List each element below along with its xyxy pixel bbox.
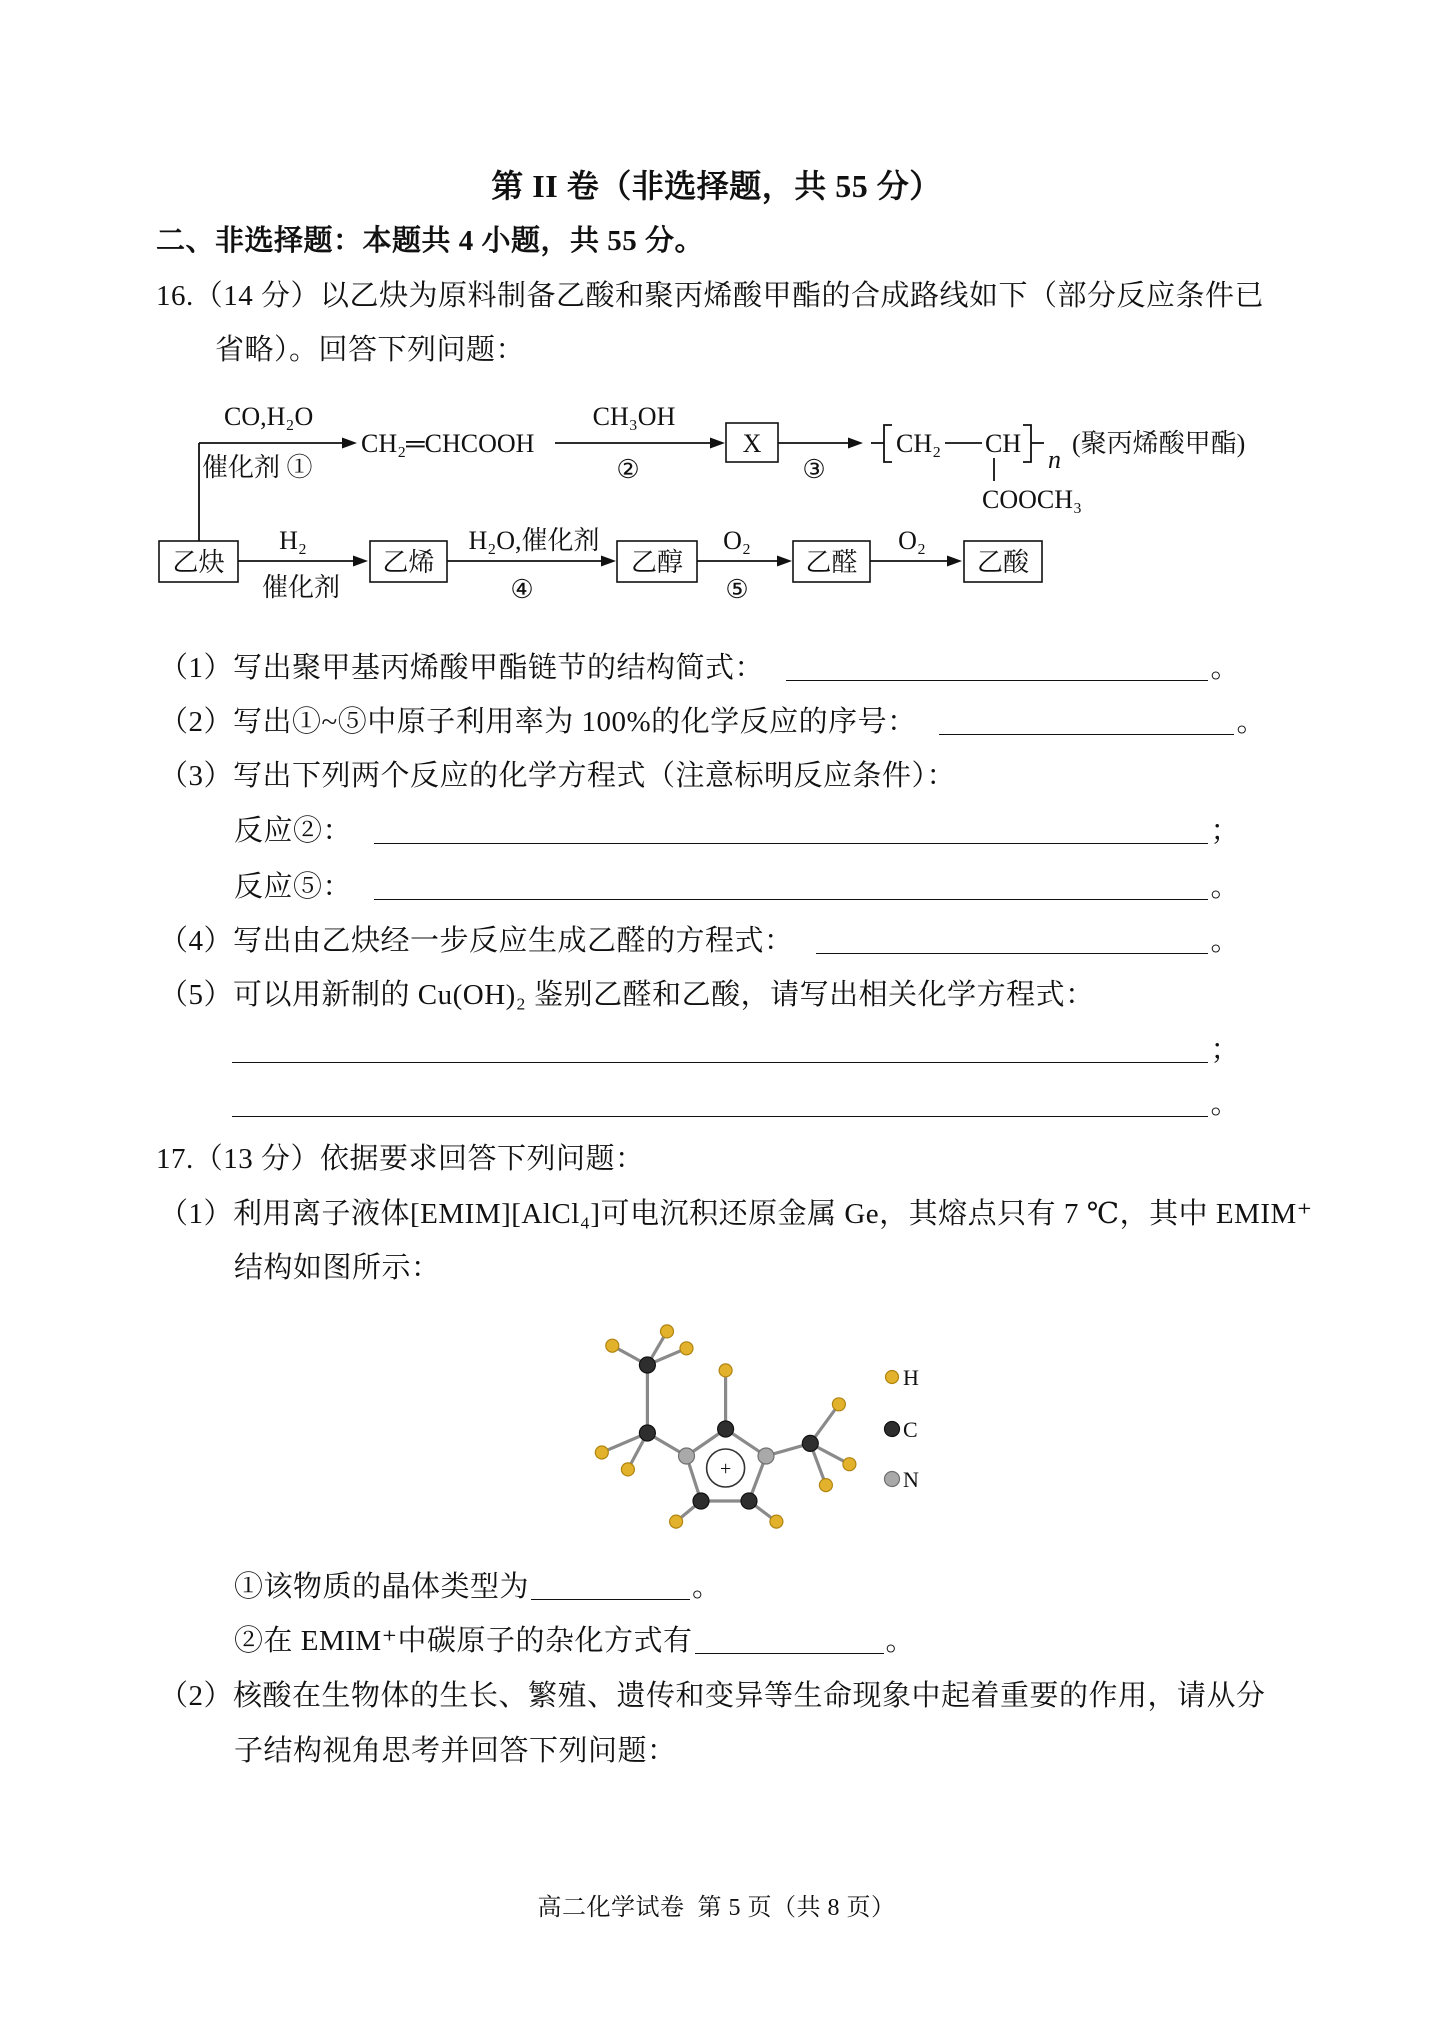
carbon-atom [639, 1357, 655, 1373]
end-punctuation: 。 [885, 1625, 916, 1657]
hydrogen-atom [661, 1325, 674, 1338]
step4-number: ④ [510, 575, 534, 604]
end-punctuation: 。 [692, 1571, 722, 1603]
end-punctuation: ； [1210, 815, 1240, 847]
q16-reaction5 [234, 869, 1240, 905]
q16-reaction2 [234, 813, 1240, 849]
answer-blank [695, 1631, 884, 1654]
arrowhead [353, 556, 368, 567]
q17-sub1-line2: 结构如图所示： [234, 1252, 441, 1284]
arrowhead [601, 556, 616, 567]
q16-sub5-answer-line-2 [232, 1086, 1240, 1122]
page-footer: 高二化学试卷 第 5 页（共 8 页） [537, 1895, 896, 1921]
polymer-bracket-right [1023, 425, 1031, 462]
carbon-atom [718, 1421, 734, 1437]
end-punctuation: 。 [1210, 1088, 1240, 1120]
end-punctuation: 。 [1210, 925, 1240, 957]
answer-blank [816, 931, 1209, 954]
q16-sub2-text: （2）写出①~⑤中原子利用率为 100%的化学反应的序号： [159, 706, 917, 738]
hydrogen-atom [670, 1515, 683, 1528]
carbon-atom [802, 1435, 818, 1451]
synthesis-route-diagram [0, 390, 1433, 620]
hydrogen-atom [680, 1342, 693, 1355]
q17-sub1-line1: （1）利用离子液体[EMIM][AlCl₄]可电沉积还原金属 Ge，其熔点只有 7 ℃，其中 EMIM⁺ [159, 1198, 1313, 1230]
q16-sub1-text: （1）写出聚甲基丙烯酸甲酯链节的结构简式： [159, 652, 765, 684]
hydrogen-atom [595, 1446, 608, 1459]
answer-blank [531, 1577, 690, 1600]
q17-sub2-line1: （2）核酸在生物体的生长、繁殖、遗传和变异等生命现象中起着重要的作用，请从分 [159, 1680, 1266, 1712]
compound-label-acetic-acid: 乙酸 [976, 548, 1030, 577]
step1-reagent: CO,H₂O [224, 402, 314, 431]
hydrogen-atom [819, 1479, 832, 1492]
polymer-unit-ch: CH [985, 429, 1022, 458]
end-punctuation: ； [1210, 1034, 1240, 1066]
step5-number: ⑤ [725, 575, 749, 604]
arrowhead [947, 556, 962, 567]
polymer-name: (聚丙烯酸甲酯) [1072, 429, 1246, 458]
compound-label-acetaldehyde: 乙醛 [805, 548, 858, 577]
arrowhead [710, 438, 725, 449]
acrylic-acid-formula: CH₂═CHCOOH [361, 429, 535, 458]
carbon-atom [741, 1493, 757, 1509]
answer-blank [374, 877, 1208, 900]
q17-sub1-part2 [234, 1623, 915, 1659]
polymer-degree-n: n [1048, 445, 1061, 474]
hydrogen-atom [770, 1515, 783, 1528]
polymer-branch-group: COOCH₃ [982, 485, 1083, 514]
compound-x-label: X [742, 429, 762, 458]
step1-condition: 催化剂 ① [202, 453, 313, 482]
answer-blank [232, 1040, 1208, 1063]
q16-sub5-answer-line-1 [232, 1032, 1240, 1068]
legend-carbon-label: C [903, 1417, 918, 1442]
carbon-atom [639, 1425, 655, 1441]
polymer-structure [871, 425, 1245, 514]
answer-blank [786, 658, 1208, 681]
positive-charge-sign: + [719, 1458, 732, 1480]
q16-sub5-text: （5）可以用新制的 Cu(OH)₂ 鉴别乙醛和乙酸，请写出相关化学方程式： [159, 979, 1095, 1011]
q16-sub2 [159, 704, 1266, 740]
oxidation-reagent-2: O₂ [898, 526, 926, 555]
hydrogenation-reagent: H₂ [279, 526, 307, 555]
end-punctuation: 。 [1210, 652, 1240, 684]
compound-label-acetylene: 乙炔 [172, 548, 225, 577]
q17-sub1-part1 [234, 1569, 722, 1605]
q16-intro-line2: 省略）。回答下列问题： [215, 334, 526, 366]
answer-blank [939, 712, 1235, 735]
reaction2-label: 反应②： [234, 815, 353, 847]
emim-cation-model [580, 1310, 940, 1550]
q16-sub1 [159, 650, 1240, 686]
q17-part2-text: ②在 EMIM⁺中碳原子的杂化方式有 [234, 1625, 693, 1657]
reaction5-label: 反应⑤： [234, 871, 353, 903]
hydrogen-atom [621, 1463, 634, 1476]
polymer-unit-ch2: CH₂ [896, 429, 942, 458]
q16-sub4 [159, 923, 1240, 959]
arrowhead [777, 556, 792, 567]
q16-sub4-text: （4）写出由乙炔经一步反应生成乙醛的方程式： [159, 925, 794, 957]
arrowhead [342, 438, 357, 449]
hydrogen-atom [606, 1339, 619, 1352]
polymer-bracket-left [884, 425, 892, 462]
end-punctuation: 。 [1210, 871, 1240, 903]
answer-blank [374, 821, 1208, 844]
hydrogen-atom [832, 1398, 845, 1411]
section-heading: 二、非选择题：本题共 4 小题，共 55 分。 [156, 225, 705, 257]
compound-label-ethylene: 乙烯 [382, 548, 435, 577]
hydrogenation-condition: 催化剂 [261, 573, 341, 602]
hydrogen-atom [843, 1458, 856, 1471]
compound-label-ethanol: 乙醇 [630, 548, 684, 577]
hydrogen-atom [719, 1364, 732, 1377]
step2-reagent: CH₃OH [592, 402, 676, 431]
nitrogen-atom [758, 1448, 774, 1464]
atom-legend [885, 1365, 920, 1492]
hydration-reagent: H₂O,催化剂 [468, 526, 600, 555]
q16-intro-line1: 16.（14 分）以乙炔为原料制备乙酸和聚丙烯酸甲酯的合成路线如下（部分反应条件已 [156, 280, 1265, 312]
q17-sub2-line2: 子结构视角思考并回答下列问题： [234, 1735, 677, 1767]
carbon-atom [693, 1493, 709, 1509]
legend-hydrogen-swatch [886, 1371, 899, 1384]
legend-nitrogen-label: N [903, 1467, 919, 1492]
q17-title: 17.（13 分）依据要求回答下列问题： [156, 1143, 645, 1175]
answer-blank [232, 1094, 1208, 1117]
end-punctuation: 。 [1236, 706, 1266, 738]
legend-hydrogen-label: H [903, 1365, 919, 1390]
section-title: 第 II 卷（非选择题，共 55 分） [491, 168, 942, 204]
step3-number: ③ [802, 455, 826, 484]
q16-sub3-text: （3）写出下列两个反应的化学方程式（注意标明反应条件）： [159, 760, 957, 792]
legend-carbon-swatch [885, 1422, 900, 1437]
oxidation-reagent-1: O₂ [723, 526, 751, 555]
arrowhead [848, 438, 863, 449]
legend-nitrogen-swatch [885, 1472, 900, 1487]
step2-number: ② [616, 455, 640, 484]
q17-part1-text: ①该物质的晶体类型为 [234, 1571, 530, 1603]
nitrogen-atom [679, 1448, 695, 1464]
